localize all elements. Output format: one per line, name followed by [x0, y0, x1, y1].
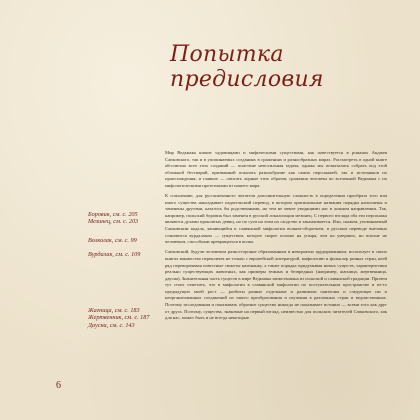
margin-note: Мезинец, см. с. 203 — [88, 218, 139, 226]
margin-note: Жертвенник, см. с. 187 — [88, 314, 150, 322]
margin-note-group — [88, 251, 156, 258]
margin-note: Жагница, см. с. 183 — [88, 307, 140, 314]
margin-note-group — [88, 307, 156, 329]
margin-note-group — [88, 237, 156, 244]
title-line-2: предисловия — [170, 67, 324, 92]
title-line-1: Попытка — [170, 42, 284, 67]
paragraph-2: К сожалению, для русскоязычного читателя дополнительную сложность в определении прообраза того или иного существа накладывает издательский перевод, в котором оригинальные названия порядка наполнены и заменены другими, казалось бы родственными, но тем не менее уводящими нас в ложном направлении. Так, например, польский боровик был заменен в русской локализации мезинец. С первого взгляда оба эти персонажа являются духами проклятых девиц, но по сути на этом их сходство и заканчивается. Или, скажем, упоминаемый Сапковским кодаль, являющийся в славянской мифологии волком-оборотнем, в русском переводе внезапно становится вурдалаком — существом, которое скорее похоже на упыря, чем на умерших, но вполне не человеком, способным превращаться в волка. — [165, 193, 387, 245]
margin-note: Даусна, см. с. 143 — [88, 321, 135, 329]
paragraph-3: Сапковский, будучи человеком разносторонне образованным и невероятно эрудированным, использует в своих книгах множество перекличек не только с европейской литературой, мифологию и фольклор разных стран, коей ряд переворачивая известные сюжеты наизнанку, а также порядка придумывая новых существ, характеристики реально существующих животных, как примеры земных и безвредных (например, жагница, жертвенница, даусна). Значительная часть существ в мире Ведьмака заимствована из польской и славянской традиции. Причем тут стоит отметить, что в мифологии в славянской мифологии по поступательном пространстве и из-то предыдущих моей рост — разбиты разные отдельные и развивали пантеоны и следующее им и неорганизованных соединений из такого преобразования и изучения в различных стран и ведомственных. Поэтому исследования и показывать образное существо никогда не показывает истинно — всеми того как друг от друга. Поэтому, существа, знакомые на первый взгляд, неизвестно для польских читателей Сапковского, как для нас, может быть и не всегда некоторые. — [165, 249, 387, 321]
margin-note: Волколак, см. с. 99 — [88, 237, 137, 244]
margin-note: Боровик, см. с. 205 — [88, 211, 138, 218]
preface-body — [165, 150, 387, 325]
page-number: 6 — [56, 380, 61, 391]
margin-note: Вурдалак, см. с. 109 — [88, 251, 141, 258]
page-title — [170, 42, 324, 92]
margin-note-group — [88, 211, 156, 226]
paragraph-1: Мир Ведьмака кишит чудовищами и мифическими существами, как повествуется в романах Анджея Сапковского, так и в упоминаемых созданиях в сражениях и разнообразных мирах. Рассмотреть в одной книге абсолютно всех этих созданий — поистине непосильная задача; однако мы попытались собрать под этой обложкой бестиарий, призванный показать разнообразие как самих персонажей, так и источников их происхождения; и главное — описать лорные этих образов, сражения человека во вселенной Ведьмака с их мифологическими прототипами из нашего мира. — [165, 150, 387, 188]
